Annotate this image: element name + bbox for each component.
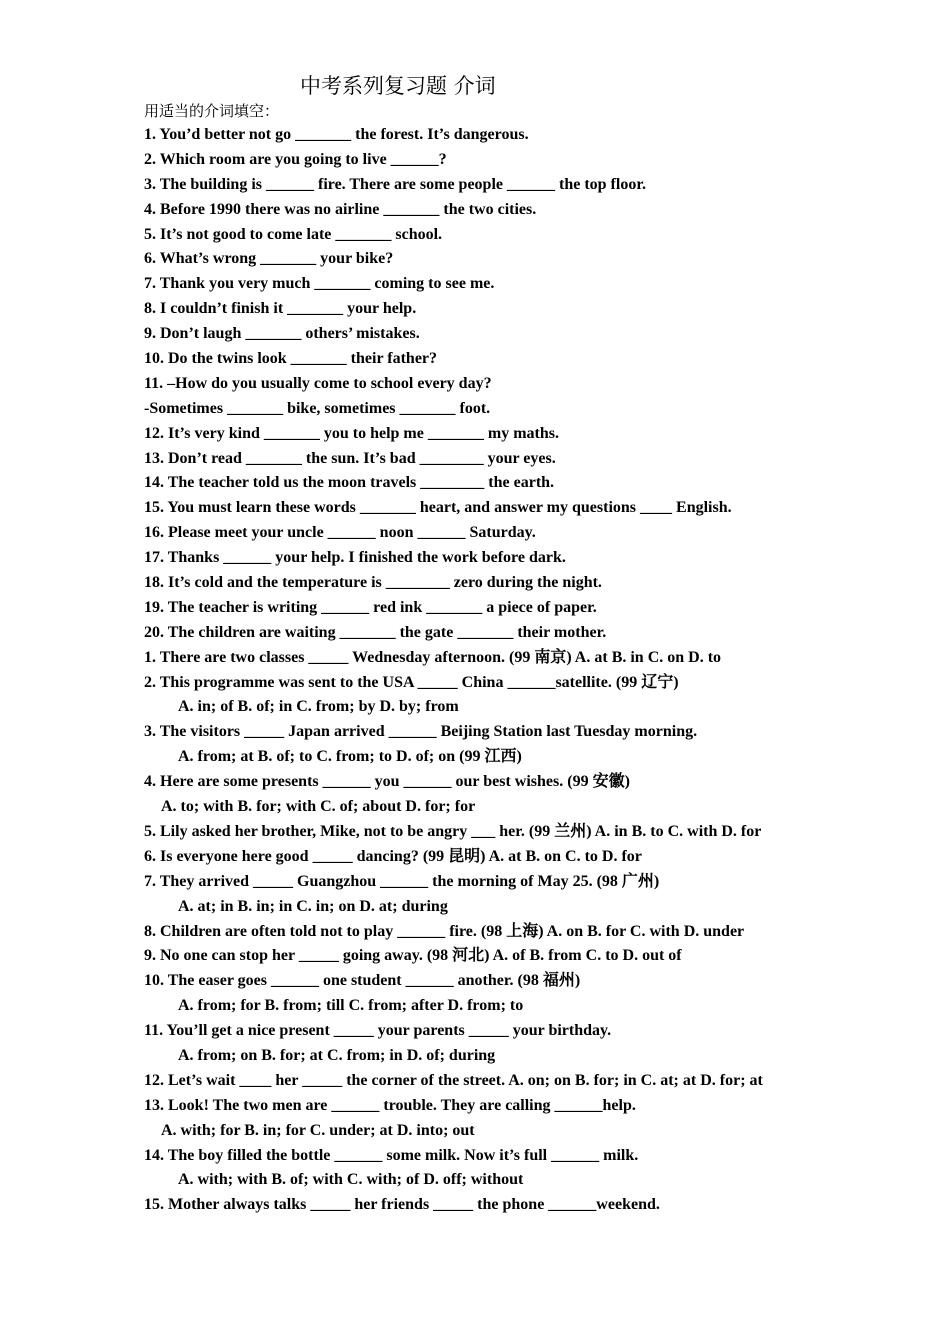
exercise-line: 14. The teacher told us the moon travels ________ the earth. [144, 474, 555, 492]
exercise-line: 18. It’s cold and the temperature is ________ zero during the night. [144, 574, 602, 592]
exercise-line: 3. The building is ______ fire. There are some people ______ the top floor. [144, 175, 646, 193]
exercise-line: 10. The easer goes ______ one student ______ another. (98 福州) [144, 972, 581, 990]
exercise-line: 16. Please meet your uncle ______ noon ______ Saturday. [144, 524, 536, 542]
exercise-line: 9. Don’t laugh _______ others’ mistakes. [144, 325, 420, 343]
exercise-line: 1. You’d better not go _______ the forest. It’s dangerous. [144, 126, 529, 143]
document-title: 中考系列复习题 介词 [300, 74, 496, 98]
exercise-line: 4. Here are some presents ______ you ______ our best wishes. (99 安徽) [144, 773, 630, 791]
exercise-line: 5. Lily asked her brother, Mike, not to be angry ___ her. (99 兰州) A. in B. to C. with D. for [144, 822, 762, 840]
answer-options: A. from; for B. from; till C. from; after D. from; to [178, 997, 524, 1015]
exercise-line: 4. Before 1990 there was no airline _______ the two cities. [144, 200, 537, 218]
exercise-line: 5. It’s not good to come late _______ school. [144, 225, 443, 243]
exercise-line: 8. Children are often told not to play ______ fire. (98 上海) A. on B. for C. with D. under [144, 922, 745, 940]
exercise-line: 7. They arrived _____ Guangzhou ______ the morning of May 25. (98 广州) [144, 872, 660, 890]
exercise-line: 8. I couldn’t finish it _______ your help. [144, 300, 417, 318]
exercise-line: -Sometimes _______ bike, sometimes _______ foot. [144, 399, 491, 417]
exercise-line: 13. Look! The two men are ______ trouble. They are calling ______help. [144, 1096, 636, 1114]
exercise-line: 10. Do the twins look _______ their father? [144, 350, 438, 368]
answer-options: A. at; in B. in; in C. in; on D. at; during [178, 897, 448, 915]
instruction-text: 用适当的介词填空： [144, 102, 280, 120]
exercise-line: 11. You’ll get a nice present _____ your parents _____ your birthday. [144, 1022, 612, 1040]
answer-options: A. with; for B. in; for C. under; at D. into; out [161, 1121, 475, 1139]
exercise-line: 9. No one can stop her _____ going away. (98 河北) A. of B. from C. to D. out of [144, 947, 682, 965]
exercise-line: 11. –How do you usually come to school every day? [144, 374, 492, 392]
exercise-line: 2. This programme was sent to the USA _____ China ______satellite. (99 辽宁) [144, 673, 679, 691]
exercise-line: 7. Thank you very much _______ coming to see me. [144, 275, 495, 293]
exercise-line: 15. Mother always talks _____ her friends _____ the phone ______weekend. [144, 1196, 660, 1214]
exercise-list [144, 123, 944, 1218]
exercise-line: 6. What’s wrong _______ your bike? [144, 250, 394, 268]
exercise-line: 12. Let’s wait ____ her _____ the corner of the street. A. on; on B. for; in C. at; at D. for; at [144, 1071, 763, 1089]
exercise-line: 17. Thanks ______ your help. I finished the work before dark. [144, 549, 566, 567]
exercise-line: 12. It’s very kind _______ you to help me _______ my maths. [144, 424, 559, 442]
exercise-line: 1. There are two classes _____ Wednesday afternoon. (99 南京) A. at B. in C. on D. to [144, 648, 722, 666]
answer-options: A. with; with B. of; with C. with; of D. off; without [178, 1171, 524, 1189]
exercise-line: 19. The teacher is writing ______ red ink _______ a piece of paper. [144, 598, 597, 616]
exercise-line: 13. Don’t read _______ the sun. It’s bad ________ your eyes. [144, 449, 556, 467]
exercise-line: 14. The boy filled the bottle ______ some milk. Now it’s full ______ milk. [144, 1146, 639, 1164]
answer-options: A. from; at B. of; to C. from; to D. of; on (99 江西) [178, 748, 522, 766]
exercise-line: 2. Which room are you going to live ______? [144, 150, 447, 168]
exercise-line: 6. Is everyone here good _____ dancing? (99 昆明) A. at B. on C. to D. for [144, 847, 642, 865]
answer-options: A. in; of B. of; in C. from; by D. by; from [178, 698, 459, 716]
exercise-line: 3. The visitors _____ Japan arrived ______ Beijing Station last Tuesday morning. [144, 723, 698, 741]
exercise-line: 15. You must learn these words _______ heart, and answer my questions ____ English. [144, 499, 732, 517]
answer-options: A. to; with B. for; with C. of; about D. for; for [161, 798, 476, 816]
exercise-line: 20. The children are waiting _______ the gate _______ their mother. [144, 623, 607, 641]
answer-options: A. from; on B. for; at C. from; in D. of; during [178, 1046, 496, 1064]
